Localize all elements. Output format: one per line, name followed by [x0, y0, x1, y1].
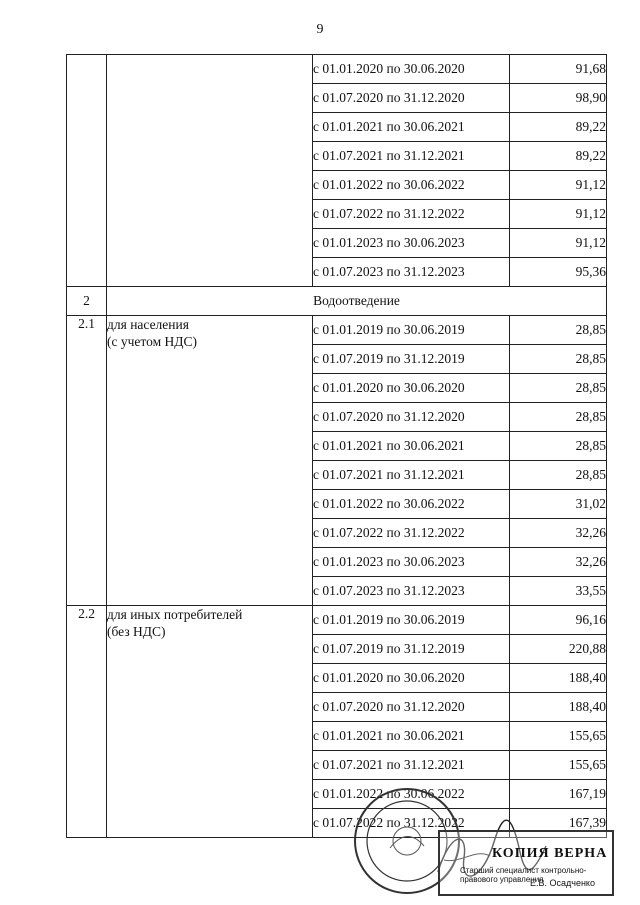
tariff-value: 155,65: [510, 751, 607, 780]
tariff-value: 28,85: [510, 403, 607, 432]
consumer-cell: [107, 316, 313, 606]
period-cell: с 01.07.2022 по 31.12.2022: [313, 200, 510, 229]
table-row: [67, 316, 607, 345]
consumer-vat-note: (с учетом НДС): [107, 334, 197, 349]
group-number: 2.1: [67, 316, 107, 606]
tariff-value: 96,16: [510, 606, 607, 635]
group-number: 2.2: [67, 606, 107, 838]
certified-copy-stamp: [438, 830, 614, 896]
tariff-value: 188,40: [510, 693, 607, 722]
tariff-value: 188,40: [510, 664, 607, 693]
consumer-cell: [107, 606, 313, 838]
tariff-value: 91,12: [510, 200, 607, 229]
period-cell: с 01.07.2019 по 31.12.2019: [313, 635, 510, 664]
tariff-value: 33,55: [510, 577, 607, 606]
tariff-value: 167,39: [510, 809, 607, 838]
table-row: [67, 55, 607, 84]
period-cell: с 01.07.2021 по 31.12.2021: [313, 461, 510, 490]
period-cell: с 01.07.2023 по 31.12.2023: [313, 258, 510, 287]
tariff-value: 89,22: [510, 113, 607, 142]
consumer-label: для населения: [107, 317, 189, 332]
section-title: Водоотведение: [107, 287, 607, 316]
period-cell: с 01.07.2022 по 31.12.2022: [313, 519, 510, 548]
tariff-value: 28,85: [510, 461, 607, 490]
tariff-value: 95,36: [510, 258, 607, 287]
period-cell: с 01.01.2019 по 30.06.2019: [313, 316, 510, 345]
period-cell: с 01.07.2022 по 31.12.2022: [313, 809, 510, 838]
period-cell: с 01.01.2020 по 30.06.2020: [313, 55, 510, 84]
consumer-vat-note: (без НДС): [107, 624, 166, 639]
period-cell: с 01.07.2021 по 31.12.2021: [313, 142, 510, 171]
period-cell: с 01.07.2020 по 31.12.2020: [313, 84, 510, 113]
period-cell: с 01.01.2022 по 30.06.2022: [313, 490, 510, 519]
period-cell: с 01.01.2022 по 30.06.2022: [313, 780, 510, 809]
section-header-row: [67, 287, 607, 316]
period-cell: с 01.01.2019 по 30.06.2019: [313, 606, 510, 635]
tariff-value: 167,19: [510, 780, 607, 809]
period-cell: с 01.01.2023 по 30.06.2023: [313, 548, 510, 577]
page-number: 9: [316, 22, 324, 37]
stamp-role: Старший специалист контрольно-правового управления: [460, 866, 587, 884]
period-cell: с 01.01.2021 по 30.06.2021: [313, 722, 510, 751]
tariff-value: 91,12: [510, 229, 607, 258]
period-cell: с 01.07.2020 по 31.12.2020: [313, 693, 510, 722]
tariff-value: 89,22: [510, 142, 607, 171]
period-cell: с 01.07.2020 по 31.12.2020: [313, 403, 510, 432]
table-row: [67, 606, 607, 635]
tariff-value: 91,68: [510, 55, 607, 84]
tariff-value: 28,85: [510, 345, 607, 374]
stamp-title: КОПИЯ ВЕРНА: [492, 846, 608, 861]
consumer-label: для иных потребителей: [107, 607, 243, 622]
tariff-value: 91,12: [510, 171, 607, 200]
period-cell: с 01.07.2023 по 31.12.2023: [313, 577, 510, 606]
tariff-value: 32,26: [510, 519, 607, 548]
tariff-value: 98,90: [510, 84, 607, 113]
period-cell: с 01.07.2021 по 31.12.2021: [313, 751, 510, 780]
stamp-name: Е.В. Осадченко: [530, 878, 595, 888]
tariff-value: 155,65: [510, 722, 607, 751]
tariff-value: 28,85: [510, 432, 607, 461]
tariff-table: [66, 54, 607, 838]
tariff-value: 28,85: [510, 374, 607, 403]
tariff-value: 31,02: [510, 490, 607, 519]
period-cell: с 01.01.2023 по 30.06.2023: [313, 229, 510, 258]
section-number: 2: [67, 287, 107, 316]
number-cell: [67, 55, 107, 287]
period-cell: с 01.01.2022 по 30.06.2022: [313, 171, 510, 200]
consumer-cell: [107, 55, 313, 287]
period-cell: с 01.01.2021 по 30.06.2021: [313, 432, 510, 461]
tariff-value: 220,88: [510, 635, 607, 664]
tariff-value: 32,26: [510, 548, 607, 577]
tariff-value: 28,85: [510, 316, 607, 345]
period-cell: с 01.01.2020 по 30.06.2020: [313, 374, 510, 403]
period-cell: с 01.01.2020 по 30.06.2020: [313, 664, 510, 693]
period-cell: с 01.07.2019 по 31.12.2019: [313, 345, 510, 374]
period-cell: с 01.01.2021 по 30.06.2021: [313, 113, 510, 142]
